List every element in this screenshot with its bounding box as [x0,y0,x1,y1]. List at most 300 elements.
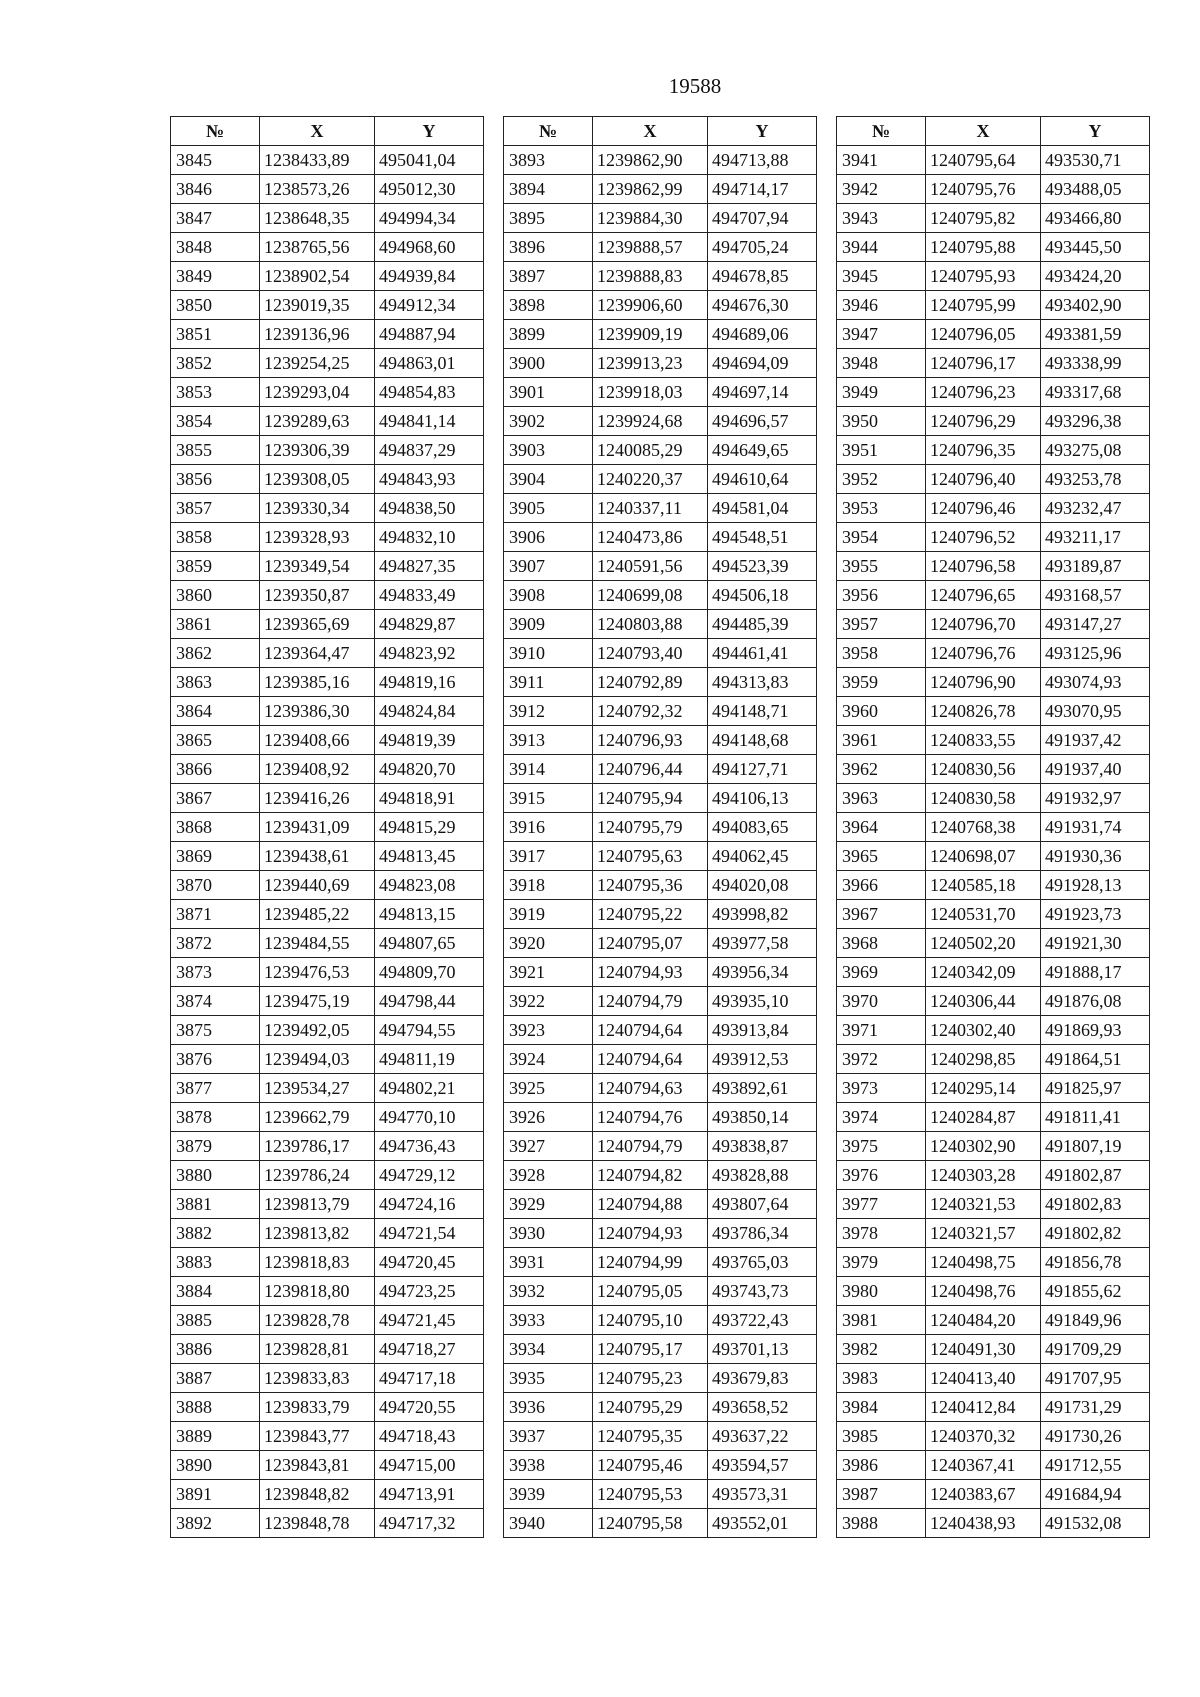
table-row [504,1509,817,1538]
cell-x: 1239308,05 [260,465,375,494]
cell-x: 1239786,17 [260,1132,375,1161]
table-row [837,958,1150,987]
table-row [837,755,1150,784]
cell-number: 3859 [171,552,260,581]
cell-y: 494819,39 [375,726,484,755]
table-row [837,1045,1150,1074]
cell-y: 493070,95 [1041,697,1150,726]
cell-y: 491731,29 [1041,1393,1150,1422]
table-row [504,1422,817,1451]
table-row [504,697,817,726]
cell-number: 3882 [171,1219,260,1248]
cell-number: 3899 [504,320,593,349]
cell-number: 3892 [171,1509,260,1538]
cell-x: 1239289,63 [260,407,375,436]
cell-x: 1240796,40 [926,465,1041,494]
header-x: X [926,117,1041,146]
cell-x: 1239385,16 [260,668,375,697]
cell-y: 493424,20 [1041,262,1150,291]
cell-y: 494823,08 [375,871,484,900]
cell-number: 3846 [171,175,260,204]
cell-x: 1240438,93 [926,1509,1041,1538]
cell-number: 3958 [837,639,926,668]
table-row [171,523,484,552]
cell-x: 1239848,82 [260,1480,375,1509]
cell-x: 1239833,79 [260,1393,375,1422]
header-number: № [504,117,593,146]
cell-number: 3851 [171,320,260,349]
cell-number: 3871 [171,900,260,929]
cell-y: 491869,93 [1041,1016,1150,1045]
cell-number: 3945 [837,262,926,291]
coordinates-table-1 [170,116,484,1538]
table-row [171,842,484,871]
cell-number: 3896 [504,233,593,262]
cell-number: 3935 [504,1364,593,1393]
cell-y: 494718,27 [375,1335,484,1364]
cell-x: 1240473,86 [593,523,708,552]
cell-number: 3908 [504,581,593,610]
cell-y: 493637,22 [708,1422,817,1451]
cell-x: 1240303,28 [926,1161,1041,1190]
cell-number: 3924 [504,1045,593,1074]
cell-number: 3933 [504,1306,593,1335]
cell-y: 494548,51 [708,523,817,552]
table-row [171,291,484,320]
cell-x: 1240826,78 [926,697,1041,726]
table-row [171,262,484,291]
cell-x: 1239416,26 [260,784,375,813]
cell-x: 1239136,96 [260,320,375,349]
cell-number: 3881 [171,1190,260,1219]
table-row [504,958,817,987]
cell-x: 1239924,68 [593,407,708,436]
cell-y: 493838,87 [708,1132,817,1161]
cell-number: 3857 [171,494,260,523]
table-row [504,1074,817,1103]
table-row [171,697,484,726]
cell-y: 494678,85 [708,262,817,291]
table-row [171,378,484,407]
cell-x: 1239888,83 [593,262,708,291]
cell-y: 491864,51 [1041,1045,1150,1074]
table-row [837,813,1150,842]
cell-y: 491937,40 [1041,755,1150,784]
cell-x: 1240794,88 [593,1190,708,1219]
cell-x: 1240830,56 [926,755,1041,784]
table-row [504,1103,817,1132]
cell-number: 3919 [504,900,593,929]
cell-number: 3865 [171,726,260,755]
table-row [837,697,1150,726]
cell-x: 1240796,65 [926,581,1041,610]
cell-y: 494313,83 [708,668,817,697]
cell-number: 3878 [171,1103,260,1132]
header-x: X [593,117,708,146]
table-row [171,1451,484,1480]
cell-x: 1240796,76 [926,639,1041,668]
cell-number: 3905 [504,494,593,523]
cell-x: 1240794,79 [593,1132,708,1161]
cell-x: 1239328,93 [260,523,375,552]
cell-x: 1240795,17 [593,1335,708,1364]
cell-number: 3977 [837,1190,926,1219]
cell-y: 493828,88 [708,1161,817,1190]
table-row [504,1480,817,1509]
table-row [504,204,817,233]
table-row [837,552,1150,581]
table-row [504,1219,817,1248]
cell-y: 494818,91 [375,784,484,813]
cell-y: 495041,04 [375,146,484,175]
cell-y: 491532,08 [1041,1509,1150,1538]
cell-y: 494729,12 [375,1161,484,1190]
cell-x: 1239306,39 [260,436,375,465]
table-row [171,755,484,784]
cell-y: 494838,50 [375,494,484,523]
cell-y: 491709,29 [1041,1335,1150,1364]
table-row [504,668,817,697]
table-row [837,465,1150,494]
cell-number: 3872 [171,929,260,958]
cell-y: 491923,73 [1041,900,1150,929]
table-row [504,552,817,581]
cell-x: 1240531,70 [926,900,1041,929]
cell-y: 494968,60 [375,233,484,262]
table-row [837,407,1150,436]
table-row [171,1132,484,1161]
cell-y: 491932,97 [1041,784,1150,813]
cell-number: 3970 [837,987,926,1016]
table-row [504,465,817,494]
cell-y: 494020,08 [708,871,817,900]
table-row [837,1422,1150,1451]
cell-number: 3901 [504,378,593,407]
cell-x: 1240768,38 [926,813,1041,842]
cell-x: 1240796,58 [926,552,1041,581]
cell-x: 1239475,19 [260,987,375,1016]
cell-number: 3883 [171,1248,260,1277]
cell-y: 494994,34 [375,204,484,233]
table-row [504,581,817,610]
table-row [837,378,1150,407]
table-row [837,1190,1150,1219]
table-row [171,668,484,697]
cell-x: 1240383,67 [926,1480,1041,1509]
cell-y: 493381,59 [1041,320,1150,349]
cell-y: 494717,32 [375,1509,484,1538]
cell-y: 494713,91 [375,1480,484,1509]
cell-number: 3889 [171,1422,260,1451]
cell-number: 3897 [504,262,593,291]
cell-x: 1240795,36 [593,871,708,900]
cell-number: 3940 [504,1509,593,1538]
cell-number: 3926 [504,1103,593,1132]
table-row [171,987,484,1016]
cell-x: 1240795,10 [593,1306,708,1335]
coordinates-table-2 [503,116,817,1538]
cell-number: 3946 [837,291,926,320]
cell-x: 1239906,60 [593,291,708,320]
table-row [171,233,484,262]
header-y: Y [1041,117,1150,146]
cell-x: 1240796,05 [926,320,1041,349]
cell-number: 3981 [837,1306,926,1335]
cell-x: 1240796,52 [926,523,1041,552]
cell-y: 494832,10 [375,523,484,552]
cell-number: 3960 [837,697,926,726]
table-row [837,610,1150,639]
cell-x: 1240085,29 [593,436,708,465]
cell-x: 1239813,82 [260,1219,375,1248]
table-row [837,1248,1150,1277]
table-row [504,1364,817,1393]
cell-number: 3963 [837,784,926,813]
cell-x: 1240833,55 [926,726,1041,755]
cell-number: 3867 [171,784,260,813]
table-row [504,1248,817,1277]
cell-number: 3944 [837,233,926,262]
table-row [504,871,817,900]
cell-x: 1240337,11 [593,494,708,523]
cell-y: 494715,00 [375,1451,484,1480]
cell-x: 1240298,85 [926,1045,1041,1074]
table-row [837,639,1150,668]
table-row [171,465,484,494]
table-row [504,900,817,929]
cell-number: 3909 [504,610,593,639]
cell-number: 3853 [171,378,260,407]
cell-y: 493701,13 [708,1335,817,1364]
table-row [171,929,484,958]
cell-number: 3856 [171,465,260,494]
cell-y: 493722,43 [708,1306,817,1335]
cell-number: 3903 [504,436,593,465]
table-row [504,1335,817,1364]
table-row [504,639,817,668]
cell-y: 493913,84 [708,1016,817,1045]
table-row [171,1248,484,1277]
cell-x: 1239888,57 [593,233,708,262]
cell-number: 3863 [171,668,260,697]
cell-number: 3918 [504,871,593,900]
cell-x: 1239019,35 [260,291,375,320]
header-number: № [837,117,926,146]
table-row [171,1016,484,1045]
cell-x: 1239813,79 [260,1190,375,1219]
cell-x: 1239365,69 [260,610,375,639]
table-row [171,1190,484,1219]
table-row [171,813,484,842]
cell-y: 493786,34 [708,1219,817,1248]
cell-x: 1239786,24 [260,1161,375,1190]
cell-y: 494506,18 [708,581,817,610]
table-row [171,204,484,233]
table-row [837,1509,1150,1538]
cell-number: 3884 [171,1277,260,1306]
cell-y: 494676,30 [708,291,817,320]
cell-number: 3932 [504,1277,593,1306]
cell-x: 1240796,44 [593,755,708,784]
cell-y: 494939,84 [375,262,484,291]
cell-y: 494843,93 [375,465,484,494]
cell-y: 493147,27 [1041,610,1150,639]
table-row [504,407,817,436]
cell-x: 1240794,99 [593,1248,708,1277]
table-row [171,1277,484,1306]
table-row [504,929,817,958]
table-row [504,784,817,813]
cell-number: 3972 [837,1045,926,1074]
cell-x: 1240795,79 [593,813,708,842]
cell-x: 1240794,79 [593,987,708,1016]
cell-y: 494720,55 [375,1393,484,1422]
table-row [171,610,484,639]
table-row [171,146,484,175]
table-row [171,639,484,668]
table-row [837,262,1150,291]
cell-y: 494714,17 [708,175,817,204]
cell-x: 1240796,17 [926,349,1041,378]
cell-y: 493679,83 [708,1364,817,1393]
cell-number: 3942 [837,175,926,204]
table-row [171,552,484,581]
header-row [837,117,1150,146]
cell-x: 1240795,22 [593,900,708,929]
cell-x: 1240591,56 [593,552,708,581]
cell-x: 1239408,66 [260,726,375,755]
cell-number: 3890 [171,1451,260,1480]
cell-x: 1239408,92 [260,755,375,784]
cell-number: 3985 [837,1422,926,1451]
cell-x: 1240370,32 [926,1422,1041,1451]
cell-y: 494083,65 [708,813,817,842]
cell-x: 1240795,35 [593,1422,708,1451]
cell-y: 491855,62 [1041,1277,1150,1306]
cell-number: 3906 [504,523,593,552]
cell-y: 494696,57 [708,407,817,436]
header-y: Y [375,117,484,146]
table-row [171,1045,484,1074]
table-row [837,1074,1150,1103]
cell-x: 1238573,26 [260,175,375,204]
table-row [171,1422,484,1451]
cell-y: 493445,50 [1041,233,1150,262]
table-row [837,1451,1150,1480]
cell-number: 3948 [837,349,926,378]
cell-number: 3930 [504,1219,593,1248]
table-row [837,320,1150,349]
table-row [837,668,1150,697]
header-x: X [260,117,375,146]
cell-y: 494689,06 [708,320,817,349]
cell-y: 494813,15 [375,900,484,929]
cell-y: 493807,64 [708,1190,817,1219]
table-row [171,958,484,987]
cell-number: 3953 [837,494,926,523]
header-row [504,117,817,146]
cell-x: 1239818,83 [260,1248,375,1277]
cell-number: 3968 [837,929,926,958]
cell-number: 3950 [837,407,926,436]
cell-number: 3941 [837,146,926,175]
table-row [837,987,1150,1016]
cell-y: 494649,65 [708,436,817,465]
table-row [837,1335,1150,1364]
cell-x: 1240796,29 [926,407,1041,436]
cell-x: 1240796,93 [593,726,708,755]
table-row [171,726,484,755]
cell-y: 494485,39 [708,610,817,639]
table-row [171,1509,484,1538]
cell-y: 494770,10 [375,1103,484,1132]
cell-y: 494523,39 [708,552,817,581]
cell-y: 493402,90 [1041,291,1150,320]
cell-y: 494713,88 [708,146,817,175]
cell-x: 1240302,40 [926,1016,1041,1045]
cell-number: 3954 [837,523,926,552]
table-row [837,1480,1150,1509]
cell-number: 3969 [837,958,926,987]
table-row [171,871,484,900]
cell-y: 494809,70 [375,958,484,987]
cell-number: 3920 [504,929,593,958]
cell-number: 3876 [171,1045,260,1074]
cell-number: 3929 [504,1190,593,1219]
cell-y: 494707,94 [708,204,817,233]
table-row [171,581,484,610]
table-row [837,204,1150,233]
table-row [837,233,1150,262]
cell-y: 494697,14 [708,378,817,407]
table-row [837,581,1150,610]
cell-y: 494610,64 [708,465,817,494]
cell-number: 3907 [504,552,593,581]
cell-y: 493658,52 [708,1393,817,1422]
cell-x: 1239386,30 [260,697,375,726]
cell-y: 494694,09 [708,349,817,378]
cell-x: 1239484,55 [260,929,375,958]
cell-y: 494723,25 [375,1277,484,1306]
cell-x: 1240803,88 [593,610,708,639]
cell-y: 494854,83 [375,378,484,407]
cell-number: 3893 [504,146,593,175]
cell-x: 1239843,77 [260,1422,375,1451]
cell-x: 1239862,90 [593,146,708,175]
cell-number: 3938 [504,1451,593,1480]
table-row [171,1393,484,1422]
cell-number: 3885 [171,1306,260,1335]
table-row [837,146,1150,175]
cell-x: 1238648,35 [260,204,375,233]
cell-number: 3978 [837,1219,926,1248]
cell-x: 1239431,09 [260,813,375,842]
cell-y: 493211,17 [1041,523,1150,552]
cell-x: 1239918,03 [593,378,708,407]
cell-y: 493935,10 [708,987,817,1016]
cell-y: 491856,78 [1041,1248,1150,1277]
cell-number: 3961 [837,726,926,755]
cell-number: 3971 [837,1016,926,1045]
cell-x: 1240794,64 [593,1016,708,1045]
cell-y: 494798,44 [375,987,484,1016]
cell-x: 1240796,70 [926,610,1041,639]
cell-number: 3855 [171,436,260,465]
cell-x: 1239350,87 [260,581,375,610]
cell-x: 1240793,40 [593,639,708,668]
table-row [504,813,817,842]
table-row [837,784,1150,813]
